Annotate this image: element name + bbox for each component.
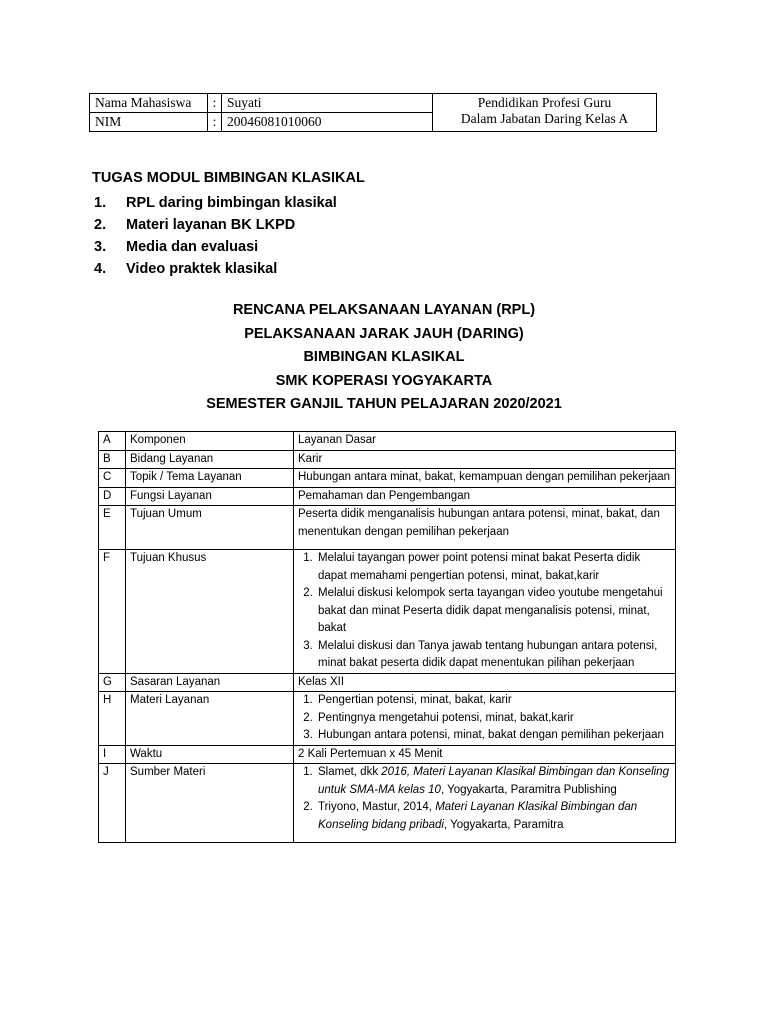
task-item	[92, 192, 365, 214]
task-list	[92, 192, 365, 280]
task-item	[92, 258, 365, 280]
row-value: 2 Kali Pertemuan x 45 Menit	[294, 745, 676, 764]
table-row	[99, 432, 676, 451]
task-title: TUGAS MODUL BIMBINGAN KLASIKAL	[92, 170, 365, 186]
task-number: 1.	[94, 195, 107, 211]
row-key: H	[99, 692, 126, 746]
tujuan-khusus-list	[298, 550, 671, 673]
source-author: Triyono, Mastur, 2014,	[318, 801, 436, 813]
nim-label: NIM	[90, 113, 208, 132]
row-field: Waktu	[126, 745, 294, 764]
row-value	[294, 692, 676, 746]
row-field: Sumber Materi	[126, 764, 294, 843]
student-identity-table	[89, 93, 657, 132]
program-line-1: Pendidikan Profesi Guru	[477, 95, 612, 110]
nama-row	[90, 94, 657, 113]
program-line-2: Dalam Jabatan Daring Kelas A	[460, 111, 629, 126]
nim-value: 20046081010060	[222, 113, 433, 132]
source-publisher: , Yogyakarta, Paramitra	[443, 818, 564, 831]
program-cell	[433, 94, 657, 132]
row-field: Bidang Layanan	[126, 450, 294, 469]
row-field: Topik / Tema Layanan	[126, 469, 294, 488]
task-number: 2.	[94, 217, 107, 233]
heading-line-3: BIMBINGAN KLASIKAL	[303, 349, 465, 365]
row-key: J	[99, 764, 126, 843]
task-number: 3.	[94, 239, 107, 255]
row-field: Tujuan Umum	[126, 506, 294, 550]
table-row	[99, 487, 676, 506]
table-row	[99, 469, 676, 488]
heading-line-1: RENCANA PELAKSANAAN LAYANAN (RPL)	[232, 302, 536, 318]
source-title: 2016, Materi Layanan Klasikal Bimbingan dan Konseling untuk SMA-MA kelas 10	[318, 766, 669, 796]
row-field: Materi Layanan	[126, 692, 294, 746]
task-label: Video praktek klasikal	[126, 261, 278, 277]
row-value: Layanan Dasar	[294, 432, 676, 451]
source-title: Materi Layanan Klasikal Bimbingan dan Konseling bidang pribadi	[318, 801, 638, 831]
table-row	[99, 692, 676, 746]
row-value	[294, 550, 676, 674]
rpl-table	[98, 431, 676, 843]
task-item	[92, 236, 365, 258]
table-row	[99, 550, 676, 674]
list-item	[316, 799, 671, 834]
source-author: Slamet, dkk	[318, 766, 382, 778]
row-key: B	[99, 450, 126, 469]
heading-line-4: SMK KOPERASI YOGYAKARTA	[275, 372, 493, 389]
row-value: Hubungan antara minat, bakat, kemampuan dengan pemilihan pekerjaan	[294, 469, 676, 488]
row-key: E	[99, 506, 126, 550]
task-label: RPL daring bimbingan klasikal	[126, 195, 337, 211]
sumber-materi-list	[298, 764, 671, 834]
table-row	[99, 506, 676, 550]
heading-line-2: PELAKSANAAN JARAK JAUH (DARING)	[244, 325, 524, 342]
list-item: 1. Melalui tayangan power point potensi minat bakat Peserta didik dapat memahami pengertian potensi, minat, bakat,karir	[316, 550, 671, 585]
row-value: Peserta didik menganalisis hubungan antara potensi, minat, bakat, dan menentukan dengan pemilihan pekerjaan	[294, 506, 676, 550]
list-item	[316, 764, 671, 799]
nama-colon: :	[208, 94, 222, 113]
list-item: 1. Pengertian potensi, minat, bakat, karir	[316, 692, 671, 710]
rpl-heading	[0, 299, 768, 417]
table-row	[99, 764, 676, 843]
table-row	[99, 673, 676, 692]
task-label: Materi layanan BK LKPD	[126, 217, 296, 233]
list-item: 3. Hubungan antara potensi, minat, bakat dengan pemilihan pekerjaan	[316, 727, 671, 745]
table-row	[99, 745, 676, 764]
table-row	[99, 450, 676, 469]
row-value	[294, 764, 676, 843]
materi-layanan-list	[298, 692, 671, 745]
row-value: Karir	[294, 450, 676, 469]
nama-label: Nama Mahasiswa	[90, 94, 208, 113]
row-key: D	[99, 487, 126, 506]
row-field: Komponen	[126, 432, 294, 451]
nim-colon: :	[208, 113, 222, 132]
row-field: Tujuan Khusus	[126, 550, 294, 674]
list-item: 2. Melalui diskusi kelompok serta tayangan video youtube mengetahui bakat dan minat Peserta didik dapat menganalisis potensi, minat, bakat	[316, 585, 671, 638]
row-value: Pemahaman dan Pengembangan	[294, 487, 676, 506]
nama-value: Suyati	[222, 94, 433, 113]
row-key: C	[99, 469, 126, 488]
row-field: Sasaran Layanan	[126, 673, 294, 692]
row-key: A	[99, 432, 126, 451]
row-key: G	[99, 673, 126, 692]
row-key: I	[99, 745, 126, 764]
task-number: 4.	[94, 261, 107, 277]
heading-line-5: SEMESTER GANJIL TAHUN PELAJARAN 2020/2021	[206, 396, 562, 412]
row-field: Fungsi Layanan	[126, 487, 294, 506]
task-block	[92, 168, 365, 280]
row-value: Kelas XII	[294, 673, 676, 692]
task-label: Media dan evaluasi	[126, 239, 259, 255]
source-publisher: , Yogyakarta, Paramitra Publishing	[440, 783, 617, 796]
list-item: 3. Melalui diskusi dan Tanya jawab tentang hubungan antara potensi, minat bakat peserta didik dapat menentukan pilihan pekerjaan	[316, 638, 671, 673]
row-key: F	[99, 550, 126, 674]
task-item	[92, 214, 365, 236]
list-item: 2. Pentingnya mengetahui potensi, minat, bakat,karir	[316, 710, 671, 728]
